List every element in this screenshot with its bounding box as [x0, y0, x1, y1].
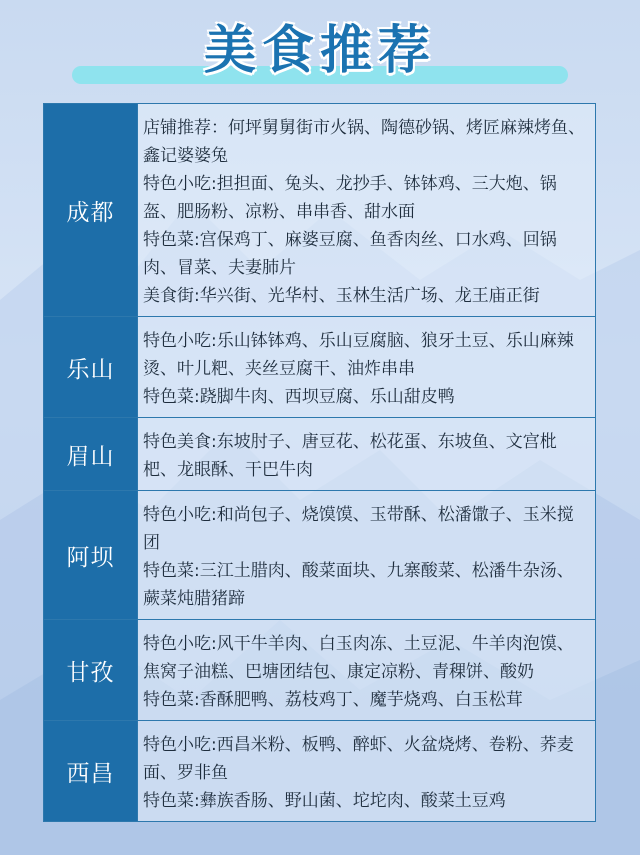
food-line: 特色小吃:西昌米粉、板鸭、醉虾、火盆烧烤、卷粉、荞麦面、罗非鱼 [143, 735, 574, 783]
food-line: 特色菜:彝族香肠、野山菌、坨坨肉、酸菜土豆鸡 [143, 791, 506, 811]
food-table [43, 103, 596, 822]
food-line: 特色美食:东坡肘子、唐豆花、松花蛋、东坡鱼、文宫枇杷、龙眼酥、干巴牛肉 [143, 432, 557, 480]
header [0, 18, 640, 88]
city-cell: 眉山 [44, 418, 138, 490]
page-title: 美食推荐 [203, 21, 436, 81]
city-cell: 甘孜 [44, 620, 138, 720]
city-cell: 成都 [44, 104, 138, 316]
food-list [138, 620, 595, 720]
food-line: 特色小吃:风干牛羊肉、白玉肉冻、土豆泥、牛羊肉泡馍、焦窝子油糕、巴塘团结包、康定凉粉、青稞饼、酸奶 [143, 634, 574, 682]
food-line: 特色菜:三江土腊肉、酸菜面块、九寨酸菜、松潘牛杂汤、蕨菜炖腊猪蹄 [143, 561, 574, 609]
food-line: 特色菜:跷脚牛肉、西坝豆腐、乐山甜皮鸭 [143, 387, 455, 407]
city-cell: 西昌 [44, 721, 138, 821]
food-list [138, 491, 595, 619]
table-row [44, 720, 595, 821]
food-line: 店铺推荐：何坪舅舅街市火锅、陶德砂锅、烤匠麻辣烤鱼、鑫记婆婆兔 [143, 118, 585, 166]
food-line: 特色小吃:和尚包子、烧馍馍、玉带酥、松潘馓子、玉米搅团 [143, 505, 574, 553]
food-line: 特色菜:宫保鸡丁、麻婆豆腐、鱼香肉丝、口水鸡、回锅肉、冒菜、夫妻肺片 [143, 230, 557, 278]
city-cell: 乐山 [44, 317, 138, 417]
table-row [44, 490, 595, 619]
table-row [44, 104, 595, 316]
food-list [138, 418, 595, 490]
food-list [138, 104, 595, 316]
food-list [138, 721, 595, 821]
food-line: 特色小吃:担担面、兔头、龙抄手、钵钵鸡、三大炮、锅盔、肥肠粉、凉粉、串串香、甜水面 [143, 174, 557, 222]
food-line: 美食街:华兴街、光华村、玉林生活广场、龙王庙正街 [143, 286, 540, 306]
table-row [44, 316, 595, 417]
food-line: 特色菜:香酥肥鸭、荔枝鸡丁、魔芋烧鸡、白玉松茸 [143, 690, 523, 710]
city-cell: 阿坝 [44, 491, 138, 619]
food-line: 特色小吃:乐山钵钵鸡、乐山豆腐脑、狼牙土豆、乐山麻辣烫、叶儿粑、夹丝豆腐干、油炸串串 [143, 331, 574, 379]
food-list [138, 317, 595, 417]
table-row [44, 417, 595, 490]
table-row [44, 619, 595, 720]
